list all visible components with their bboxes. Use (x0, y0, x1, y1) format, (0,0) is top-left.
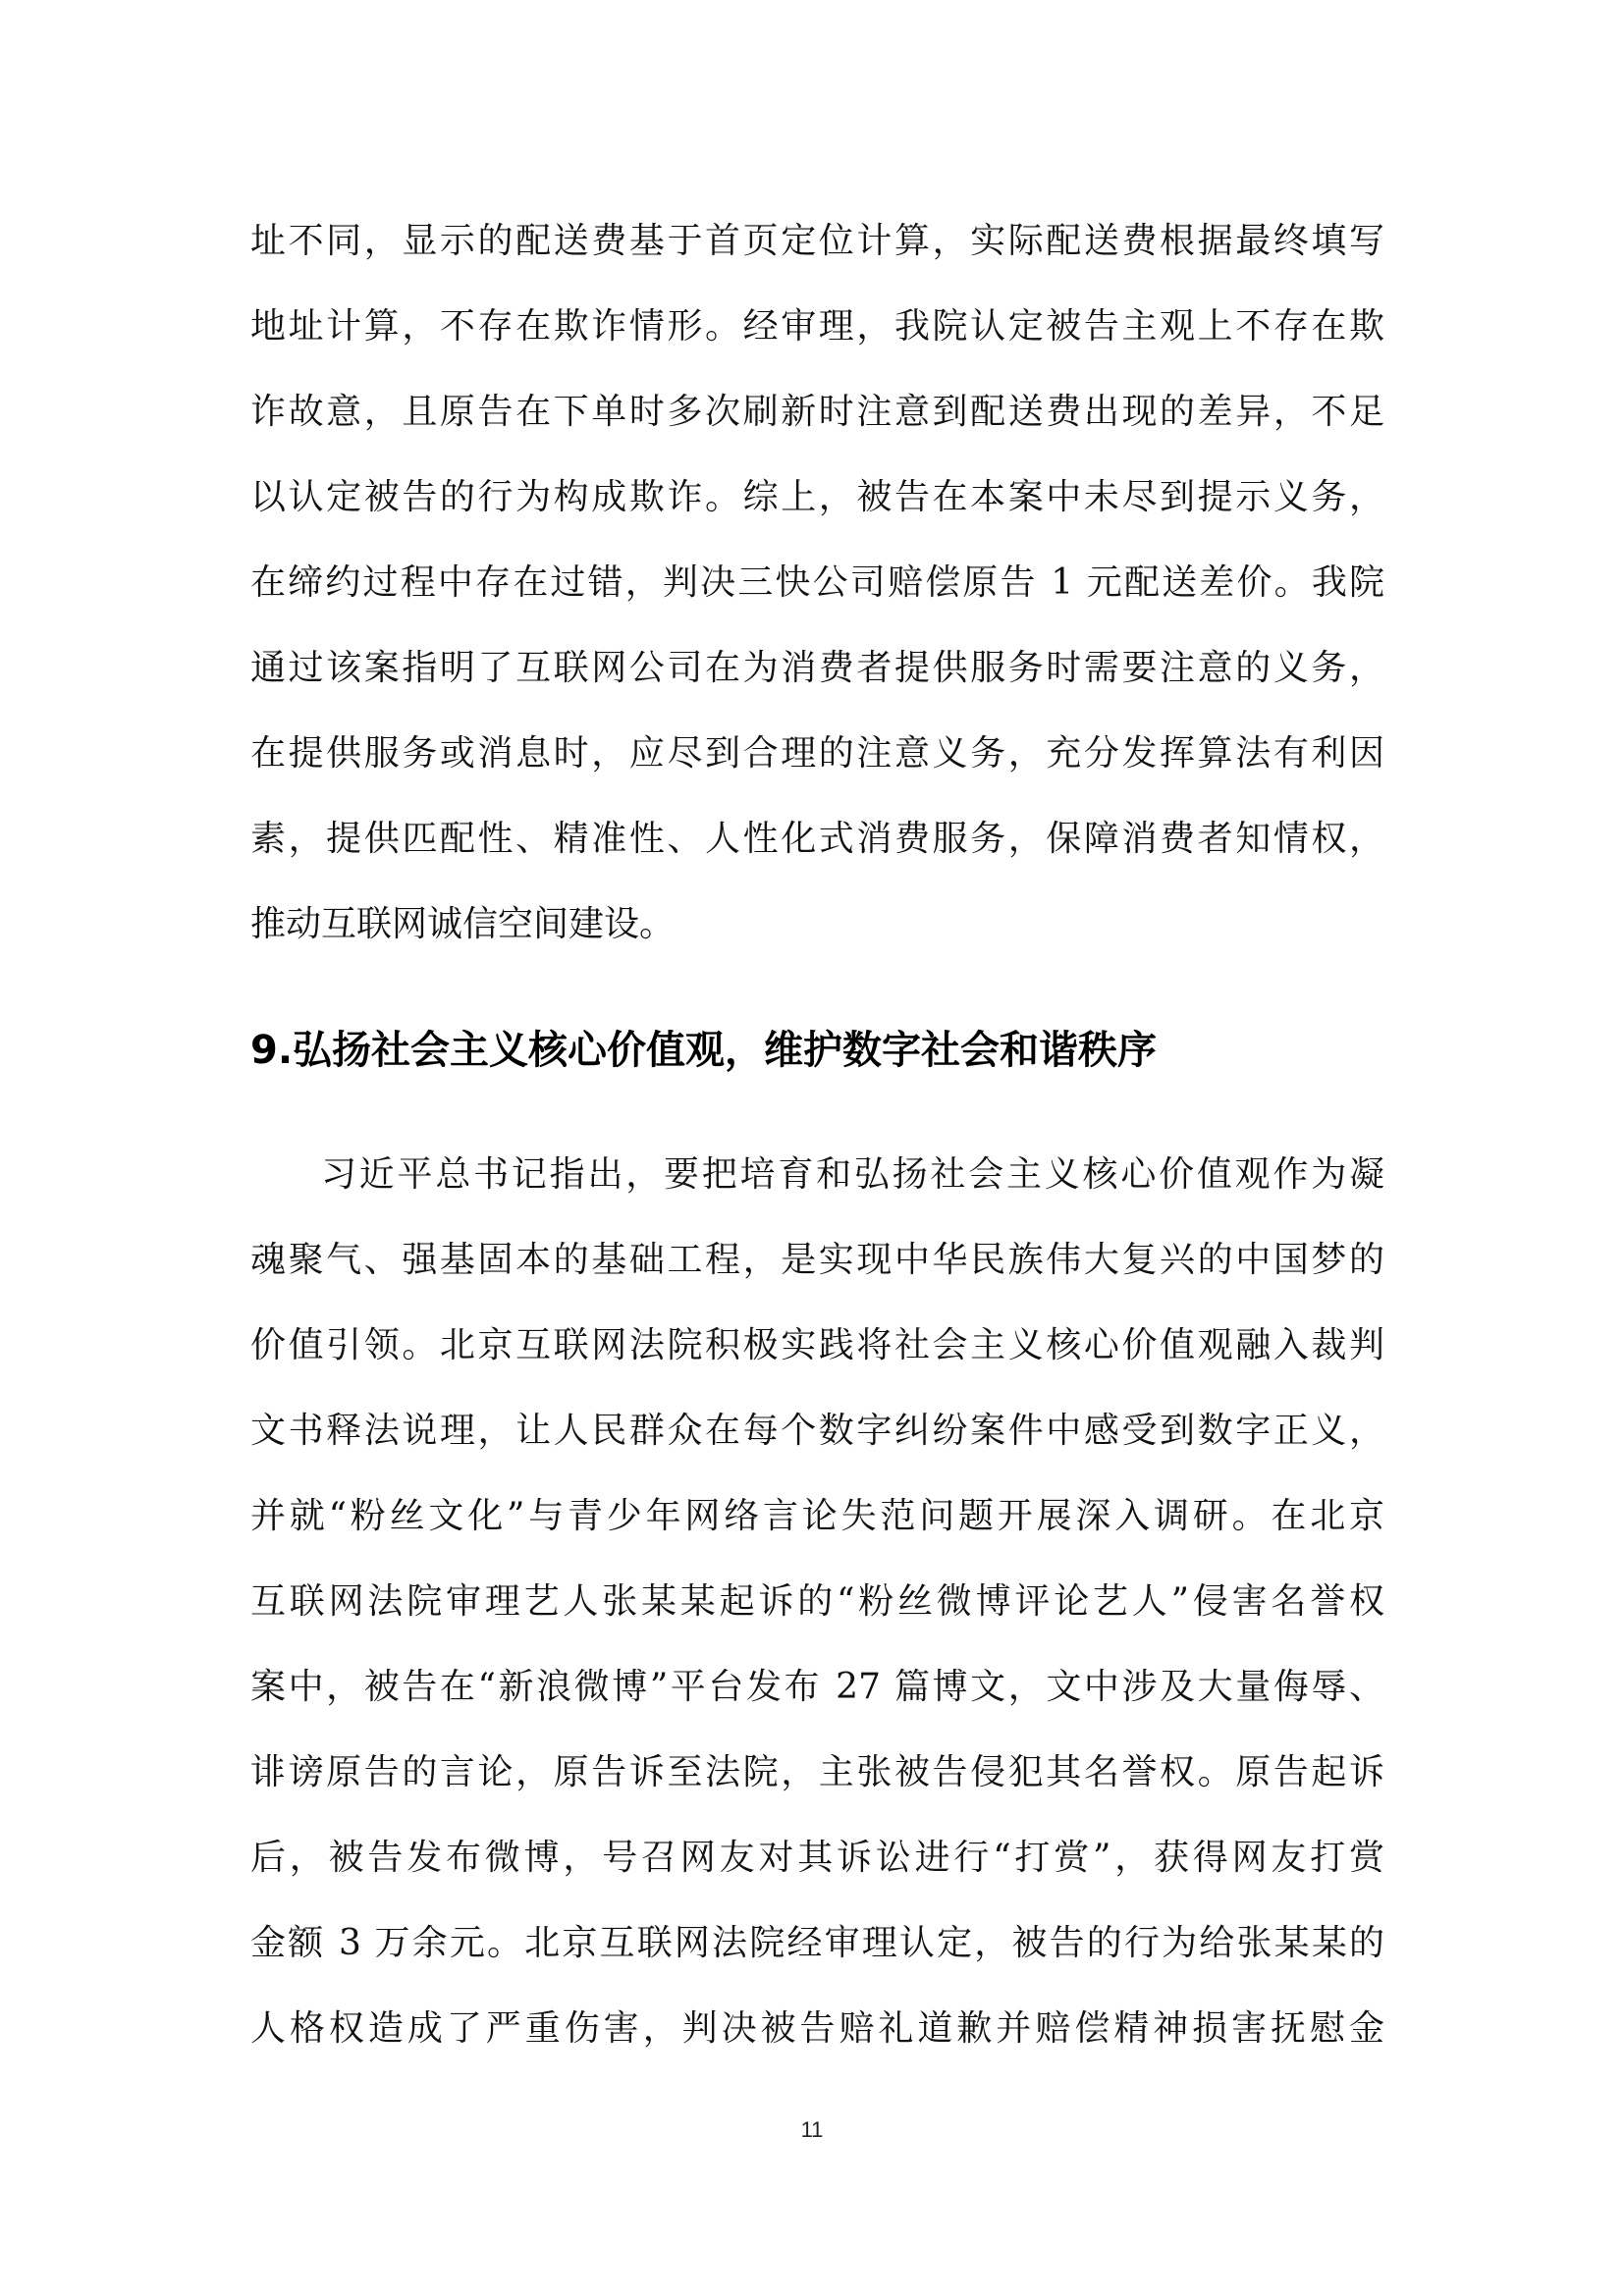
text-line: 习近平总书记指出，要把培育和弘扬社会主义核心价值观作为凝 (321, 1154, 1384, 1195)
text-line: 推动互联网诚信空间建设。 (250, 904, 676, 944)
text-line: 在缔约过程中存在过错，判决三快公司赔偿原告 1 元配送差价。我院 (250, 562, 1384, 603)
text-line: 以认定被告的行为构成欺诈。综上，被告在本案中未尽到提示义务， (250, 477, 1384, 517)
section-heading: 9.弘扬社会主义核心价值观，维护数字社会和谐秩序 (250, 1028, 1158, 1073)
text-line: 在提供服务或消息时，应尽到合理的注意义务，充分发挥算法有利因 (250, 733, 1384, 774)
text-line: 诽谤原告的言论，原告诉至法院，主张被告侵犯其名誉权。原告起诉 (250, 1752, 1384, 1792)
text-line: 人格权造成了严重伤害，判决被告赔礼道歉并赔偿精神损害抚慰金 (250, 2008, 1384, 2049)
text-line: 素，提供匹配性、精准性、人性化式消费服务，保障消费者知情权， (250, 819, 1384, 859)
text-line: 金额 3 万余元。北京互联网法院经审理认定，被告的行为给张某某的 (250, 1923, 1384, 1963)
page-number: 11 (800, 2117, 824, 2142)
text-line: 诈故意，且原告在下单时多次刷新时注意到配送费出现的差异，不足 (250, 392, 1384, 432)
text-line: 通过该案指明了互联网公司在为消费者提供服务时需要注意的义务， (250, 648, 1384, 688)
paragraph-continued (250, 198, 1384, 967)
paragraph-section-9 (250, 1132, 1384, 2071)
text-line: 魂聚气、强基固本的基础工程，是实现中华民族伟大复兴的中国梦的 (250, 1240, 1384, 1280)
text-line: 后，被告发布微博，号召网友对其诉讼进行“打赏”，获得网友打赏 (250, 1838, 1384, 1878)
text-line: 价值引领。北京互联网法院积极实践将社会主义核心价值观融入裁判 (250, 1325, 1384, 1365)
text-line: 文书释法说理，让人民群众在每个数字纠纷案件中感受到数字正义， (250, 1411, 1384, 1451)
text-line: 案中，被告在“新浪微博”平台发布 27 篇博文，文中涉及大量侮辱、 (250, 1667, 1384, 1707)
text-line: 并就“粉丝文化”与青少年网络言论失范问题开展深入调研。在北京 (250, 1496, 1384, 1536)
text-line: 址不同，显示的配送费基于首页定位计算，实际配送费根据最终填写 (250, 221, 1384, 261)
text-line: 地址计算，不存在欺诈情形。经审理，我院认定被告主观上不存在欺 (250, 306, 1384, 347)
text-line: 互联网法院审理艺人张某某起诉的“粉丝微博评论艺人”侵害名誉权 (250, 1581, 1384, 1622)
